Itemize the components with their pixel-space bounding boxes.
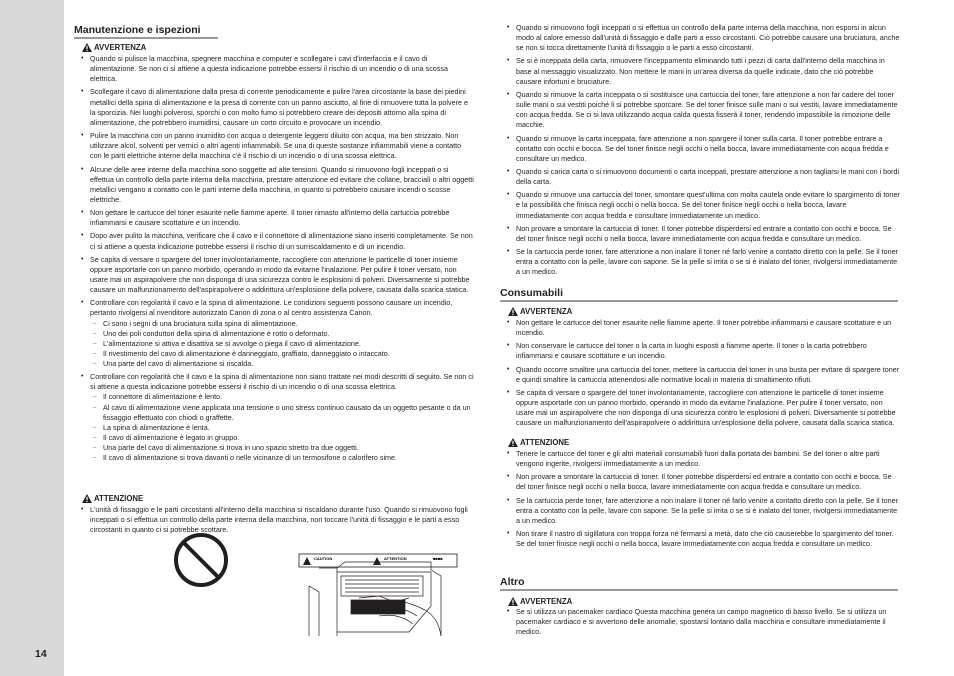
caution-list (74, 505, 474, 535)
sticker-caution-text: CAUTION (314, 556, 333, 561)
list-item-text: • Quando si rimuove la carta inceppata o si sostituisce una cartuccia del toner, fare attenzione a non far cadere del toner sulle mani o sui vestiti poiché li si potrebbe sporcare. Se del toner finisce sulle mani o sui vestiti, lavare immediatamente con acqua fredda. Se ci si lava utilizzando acqua calda questa fisserà il toner, rendendo impossibile la rimozione delle macchie. (516, 89, 898, 130)
list-item-text: • Alcune delle aree interne della macchina sono soggette ad alte tensioni. Quando si rimuovono fogli inceppati o si effettua un controllo della parte interna della macchina, prestare attenzione ed evitare che collane, braccialì o altri oggetti metallici vengano a contatto con le parti interne della macchina, in quanto si potrebbero causare incendi o scosse elettriche. (90, 164, 474, 204)
list-item-text: • Quando si rimuove una cartuccia del toner, smontare quest'ultima con molta cautela onde evitare lo spargimento di toner e la possibilità che finisca negli occhi o nella bocca. Se del toner finisce negli occhi o nella bocca, lavare immediatamente con acqua fredda e consultare immediatamente un medico. (516, 190, 900, 220)
list-item-text: – Ci sono i segni di una bruciatura sulla spina di alimentazione. (103, 318, 298, 328)
warning-list (74, 54, 474, 463)
prohibition-icon (176, 535, 226, 585)
list-item-text: – Una parte del cavo di alimentazione si trova in uno spazio stretto tra due oggetti. (103, 442, 359, 452)
sub-list-item (74, 403, 474, 423)
list-item-text: • Se capita di versare o spargere del toner involontariamente, raccogliere con attenzione le particelle di toner insieme oppure asportarle con un panno morbido, operando in modo da evitarne l'inalazione. Per pulire il toner versato, non usare mai un aspirapolvere che non disponga di una sicurezza contro le esplosioni di polveri. Diversamente si potrebbe causare un malfunzionamento dell'aspirapolvere o addirittura un'esplosione della polvere, causata dalla scarica statica. (516, 388, 896, 428)
list-item (500, 365, 900, 385)
list-item (500, 318, 900, 338)
list-item (500, 190, 900, 220)
list-item-text: • Non tirare il nastro di sigillatura con troppa forza né fermarsi a metà, dato che ciò causerebbe lo spargimento del toner. Se del toner finisce negli occhi o nella bocca, lavare immediatamente con acqua fredda e consultare un medico. (516, 529, 894, 549)
sub-list-item (74, 433, 474, 443)
list-item-text: • Non conservare le cartucce del toner o la carta in luoghi esposti a fiamme aperte. Il toner o la carta potrebbero infiammarsi e causare scottature e un incendio. (516, 341, 867, 361)
list-item (500, 449, 900, 469)
list-item (500, 496, 900, 526)
list-item (500, 607, 900, 637)
list-item-text: – Il cavo di alimentazione si trova davanti o nelle vicinanze di un termosifone o calorifero sime. (103, 452, 398, 462)
caution-label: ATTENZIONE (94, 494, 144, 503)
page-side-band (0, 0, 64, 676)
list-item (500, 90, 900, 130)
caution-sticker (299, 554, 457, 567)
list-item (500, 341, 900, 361)
list-item-text: • Se capita di versare o spargere del toner involontariamente, raccogliere con attenzione le particelle di toner insieme oppure asportarle con un panno morbido, operando in modo da evitarne l'inalazione. Per pulire il toner versato, non usare mai un aspirapolvere che non disponga di una sicurezza contro le esplosioni di polveri. Diversamente si potrebbe causare un malfunzionamento dell'aspirapolvere o addirittura un'esplosione della polvere, causata dalla scarica statica. (90, 254, 470, 295)
consumabili-caution-label: ATTENZIONE (520, 438, 570, 447)
list-item (74, 372, 474, 392)
altro-warning-label: AVVERTENZA (520, 597, 573, 606)
consumabili-warning-heading (508, 307, 572, 316)
list-item-text: • Controllare con regolarità il cavo e la spina di alimentazione. Le condizioni seguenti possono causare un incendio, pertanto rivolgersi al rivenditore autorizzato Canon di zona o al centro assistenza Canon. (90, 298, 453, 318)
list-item-text: • Non gettare le cartucce del toner esaurite nelle fiamme aperte. Il toner rimasto all'interno della cartuccia potrebbe infiammarsi e causare scottature e un incendio. (90, 208, 450, 228)
altro-warning-heading (508, 597, 572, 606)
list-item (74, 131, 474, 161)
list-item (74, 165, 474, 205)
section-title-consumabili: Consumabili (500, 287, 898, 302)
list-item-text: • Se la cartuccia perde toner, fare attenzione a non inalare il toner né farlo venire a contatto diretto con la pelle. Se il toner entra a contatto con la pelle, lavare con sapone. Se la pelle si irrita o se si è inalato del toner, rivolgersi immediatamente a un medico. (516, 495, 898, 525)
consumabili-warning-label: AVVERTENZA (520, 307, 573, 316)
warning-label: AVVERTENZA (94, 43, 147, 52)
list-item-text: • Quando si carica carta o si rimuovono documenti o carta inceppati, prestare attenzione a non tagliarsi le mani con i bordi della carta. (516, 166, 900, 187)
list-item-text: – Il connettore di alimentazione è lento. (103, 392, 223, 402)
list-item (74, 231, 474, 251)
list-item-text: • Quando occorre smaltire una cartuccia del toner, mettere la cartuccia del toner in una busta per evitare di spargere toner e quindi smaltire la cartuccia attenendosi alle normative locali in materia di smaltimento rifiuti. (516, 364, 900, 384)
list-item-text: • Scollegare il cavo di alimentazione dalla presa di corrente periodicamente e pulire l'area circostante la base dei piedini metallici della spina di alimentazione e la presa di corrente con un panno asciutto, al fine di rimuovere tutta la polvere e la sporcizia. Nei luoghi polverosi, sporchi o con molto fumo si potrebbero creare dei depositi attorno alla spina di alimentazione, che potrebbero inumidirsi, causare un corto circuito e provocare un incendio. (90, 87, 468, 127)
printer-interior-drawing (309, 562, 441, 636)
list-item (74, 255, 474, 295)
sub-list-item (74, 349, 474, 359)
list-item (500, 23, 900, 53)
list-item-text: – L'alimentazione si attiva e disattiva se si avvolge o piega il cavo di alimentazione. (103, 338, 361, 348)
list-item (500, 388, 900, 428)
list-item-text: • Dopo aver pulito la macchina, verificare che il cavo e il connettore di alimentazione siano inseriti completamente. Se non ci si attiene a questa indicazione potrebbe essersi il rischio di un surriscaldamento e di un incendio. (90, 231, 473, 251)
list-item (74, 87, 474, 127)
list-item (74, 298, 474, 318)
intro-list (500, 23, 900, 277)
section-title-manutenzione: Manutenzione e ispezioni (74, 24, 218, 39)
list-item-text: • Non provare a smontare la cartuccia di toner. Il toner potrebbe disperdersi ed entrare a contatto con occhi e bocca. Se del toner finisce negli occhi o nella bocca, lavare immediatamente con acqua fredda e consultare un medico. (516, 472, 892, 492)
list-item-text: • Se si utilizza un pacemaker cardiaco Questa macchina genera un campo magnetico di basso livello. Se si utilizza un pacemaker cardiaco e si avvertono delle anomalie, spostarsi lontano dalla macchina e consultare immediatamente il medico. (516, 607, 887, 637)
consumabili-warning-list (500, 318, 900, 429)
caution-heading (82, 494, 143, 503)
section-title-altro: Altro (500, 576, 898, 591)
warning-triangle-icon (508, 438, 518, 447)
list-item-text: • Non gettare le cartucce del toner esaurite nelle fiamme aperte. Il toner potrebbe infiammarsi e causare scottature e un incendio. (516, 318, 892, 338)
list-item (500, 472, 900, 492)
list-item-text: – Il cavo di alimentazione è legato in gruppo. (103, 432, 240, 442)
sub-list-item (74, 443, 474, 453)
list-item (500, 167, 900, 187)
page-number: 14 (35, 648, 47, 660)
sub-list-item (74, 329, 474, 339)
fixing-unit-illustration (169, 532, 469, 638)
list-item-text: • Quando si pulisce la macchina, spegnere macchina e computer e scollegare i cavi d'interfaccia e il cavo di alimentazione. Se non ci si attiene a questa indicazione potrebbe essersi il rischio di un incendio o di una scossa elettrica. (90, 54, 448, 84)
list-item (500, 247, 900, 277)
sub-list-item (74, 392, 474, 402)
list-item-text: – Una parte del cavo di alimentazione si riscalda. (103, 358, 254, 368)
sub-list-item (74, 423, 474, 433)
list-item-text: – La spina di alimentazione è lenta. (103, 422, 210, 432)
warning-triangle-icon (508, 307, 518, 316)
list-item-text: • Se la cartuccia perde toner, fare attenzione a non inalare il toner né farlo venire a contatto diretto con la pelle. Se il toner entra a contatto con la pelle, lavare con sapone. Se la pelle si irrita o se si è inalato del toner, rivolgersi immediatamente a un medico. (516, 247, 898, 277)
list-item-text: • Tenere le cartucce del toner e gli altri materiali consumabili fuori dalla portata dei bambini. Se del toner o altre parti vengono ingerite, rivolgersi immediatamente a un medico. (516, 449, 880, 469)
sub-list-item (74, 359, 474, 369)
list-item-text: • Non provare a smontare la cartuccia di toner. Il toner potrebbe disperdersi ed entrare a contatto con occhi e bocca. Se del toner finisce negli occhi o nella bocca, lavare immediatamente con acqua fredda e consultare un medico. (516, 223, 892, 243)
list-item-text: – Al cavo di alimentazione viene applicata una tensione o uno stress continuo causato da un oggetto pesante o da un fissaggio effettuato con chiodi o graffette. (103, 402, 471, 422)
warning-triangle-icon (82, 43, 92, 52)
list-item (500, 224, 900, 244)
list-item-text: • Pulire la macchina con un panno inumidito con acqua o detergente leggero diluito con acqua, ma ben strizzato. Non utilizzare alcol, solventi per vernici o altri agenti infiammabili. Se una di queste sostanze infiammabili viene a contatto con le parti elettriche interne della macchina c'è il rischio di un incendio o di una scossa elettrica. (90, 131, 462, 161)
list-item-text: • L'unità di fissaggio e le parti circostanti all'interno della macchina si riscaldano durante l'uso. Quando si rimuovono fogli inceppati o si effettua un controllo della parte interna della macchina, non toccare l'unità di fissaggio e le parti a esso circostanti in quanto ci si potrebbe scottare. (90, 505, 468, 535)
list-item-text: • Quando si rimuove la carta inceppata, fare attenzione a non spargere il toner sulla carta. Il toner potrebbe entrare a contatto con occhi e bocca. Se del toner finisce negli occhi o nella bocca, lavare immediatamente con acqua fredda e consultare un medico. (516, 133, 889, 163)
list-item-text: • Se si è inceppata della carta, rimuovere l'inceppamento eliminando tutti i pezzi di carta dall'interno della macchina in base al messaggio visualizzato. Non mettere le mani in un'area diversa da quelle indicate, dato che ciò potrebbe causare infortuni e bruciature. (516, 56, 885, 86)
consumabili-caution-heading (508, 438, 569, 447)
sticker-attention-text: ATTENTION (384, 556, 407, 561)
warning-triangle-icon (508, 597, 518, 606)
list-item (74, 54, 474, 84)
list-item (500, 134, 900, 164)
sub-list-item (74, 453, 474, 463)
warning-heading (82, 43, 146, 52)
sub-list-item (74, 319, 474, 329)
list-item-text: – Uno dei poli conduttori della spina di alimentazione è rotto o deformato. (103, 328, 330, 338)
altro-list (500, 607, 900, 637)
list-item-text: • Quando si rimuovono fogli inceppati o si effettua un controllo della parte interna della macchina, non esporsi in alcun modo al calore emesso dall'unità di fissaggio e dalle parti a esso circostanti. Ciò potrebbe causare una bruciatura, anche se non si tocca direttamente l'unità di fissaggio o le parti a esso circostanti. (516, 23, 900, 53)
warning-triangle-icon (82, 494, 92, 503)
list-item (500, 56, 900, 86)
list-item (74, 208, 474, 228)
list-item (74, 505, 474, 535)
consumabili-caution-list (500, 449, 900, 549)
sticker-code-text: ■■■■ (433, 556, 443, 561)
sub-list-item (74, 339, 474, 349)
list-item (500, 529, 900, 549)
list-item-text: – Il rivestimento del cavo di alimentazione è danneggiato, graffiato, danneggiato o intaccato. (103, 348, 390, 358)
list-item-text: • Controllare con regolarità che il cavo e la spina di alimentazione non siano trattate nei modi descritti di seguito. Se non ci si attiene a questa indicazione potrebbe essersi il rischio di un incendio o di una scossa elettrica. (90, 372, 474, 392)
